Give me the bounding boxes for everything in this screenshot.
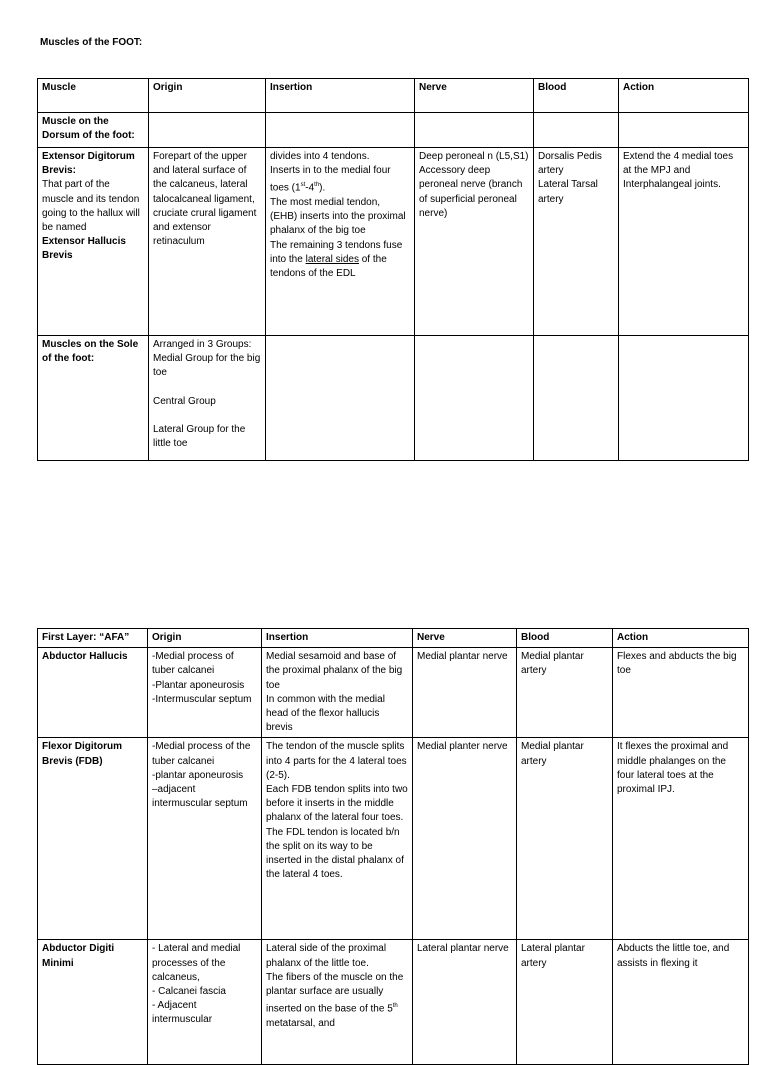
origin-cell: Forepart of the upper and lateral surface of the calcaneus, lateral talocalcaneal ligament, cruciate crural ligament and extensor retinaculum xyxy=(149,148,266,336)
nerve-cell: Lateral plantar nerve xyxy=(413,940,517,1065)
insertion-cell xyxy=(266,113,415,148)
header-action: Action xyxy=(613,629,749,648)
action-cell xyxy=(619,113,749,148)
superscript: th xyxy=(392,1003,398,1010)
blood-cell xyxy=(534,113,619,148)
table-header-row xyxy=(38,629,749,648)
origin-line: - Lateral and medial processes of the calcaneus, xyxy=(152,943,241,983)
origin-cell xyxy=(148,738,262,940)
blood-cell xyxy=(534,148,619,336)
insertion-line: Lateral side of the proximal phalanx of the little toe. xyxy=(266,943,387,969)
blood-cell: Medial plantar artery xyxy=(517,648,613,738)
insertion-line: The most medial tendon, (EHB) inserts into the proximal phalanx of the big toe xyxy=(270,196,406,237)
muscle-cell: Flexor Digitorum Brevis (FDB) xyxy=(38,738,148,940)
blood-line: Lateral Tarsal artery xyxy=(538,179,598,205)
origin-line: -Medial process of tuber calcanei xyxy=(152,651,234,677)
insertion-text: of the tendons of the EDL xyxy=(270,253,387,279)
insertion-line: In common with the medial head of the flexor hallucis brevis xyxy=(266,693,385,734)
origin-line: Arranged in 3 Groups: xyxy=(153,339,252,350)
muscle-note: That part of the muscle and its tendon going to the hallux will be named xyxy=(42,179,140,234)
nerve-cell: Deep peroneal n (L5,S1) Accessory deep peroneal nerve (branch of superficial peroneal nerve) xyxy=(415,148,534,336)
origin-cell xyxy=(148,648,262,738)
insertion-cell xyxy=(262,648,413,738)
insertion-line: The FDL tendon is located b/n the split on its way to be inserted in the distal phalanx of the lateral 4 toes. xyxy=(266,826,404,881)
origin-cell xyxy=(149,113,266,148)
insertion-line: Each FDB tendon splits into two before it inserts in the middle phalanx of the lateral four toes. xyxy=(266,784,408,824)
nerve-cell xyxy=(415,336,534,461)
action-cell: Flexes and abducts the big toe xyxy=(613,648,749,738)
table-row xyxy=(38,148,749,336)
origin-line: -Intermuscular septum xyxy=(152,693,252,705)
muscle-name: Extensor Digitorum Brevis: xyxy=(42,151,135,177)
table-row xyxy=(38,336,749,461)
blood-cell: Lateral plantar artery xyxy=(517,940,613,1065)
insertion-cell xyxy=(266,336,415,461)
muscle-cell: Abductor Digiti Minimi xyxy=(38,940,148,1065)
header-insertion: Insertion xyxy=(266,79,415,113)
superscript: th xyxy=(314,182,320,189)
insertion-line xyxy=(270,164,410,196)
muscle-cell: Abductor Hallucis xyxy=(38,648,148,738)
muscle-cell: Muscles on the Sole of the foot: xyxy=(38,336,149,461)
origin-cell xyxy=(149,336,266,461)
origin-line: Lateral Group for the little toe xyxy=(153,423,246,450)
insertion-cell xyxy=(262,738,413,940)
insertion-underlined: lateral sides xyxy=(305,253,359,265)
table-row xyxy=(38,113,749,148)
header-origin: Origin xyxy=(148,629,262,648)
blood-line: Dorsalis Pedis artery xyxy=(538,151,602,177)
nerve-cell: Medial plantar nerve xyxy=(413,648,517,738)
nerve-cell xyxy=(415,113,534,148)
insertion-line: divides into 4 tendons. xyxy=(270,151,370,162)
header-action: Action xyxy=(619,79,749,113)
page-title: Muscles of the FOOT: xyxy=(40,37,143,48)
insertion-text: Inserts in to the medial four toes (1 xyxy=(270,165,391,194)
superscript: st xyxy=(300,182,306,189)
action-cell: It flexes the proximal and middle phalanges on the four lateral toes at the proximal IPJ. xyxy=(613,738,749,940)
header-first-layer: First Layer: “AFA” xyxy=(38,629,148,648)
nerve-cell: Medial planter nerve xyxy=(413,738,517,940)
header-origin: Origin xyxy=(149,79,266,113)
header-blood: Blood xyxy=(534,79,619,113)
origin-line: -Medial process of the tuber calcanei xyxy=(152,741,251,767)
header-muscle: Muscle xyxy=(38,79,149,113)
first-layer-table xyxy=(37,628,749,1065)
insertion-text: The fibers of the muscle on the plantar surface are usually inserted on the base of the 5 xyxy=(266,971,404,1015)
blood-cell xyxy=(534,336,619,461)
header-insertion: Insertion xyxy=(262,629,413,648)
header-nerve: Nerve xyxy=(415,79,534,113)
blood-cell: Medial plantar artery xyxy=(517,738,613,940)
origin-line: Central Group xyxy=(153,395,216,407)
action-cell: Extend the 4 medial toes at the MPJ and Interphalangeal joints. xyxy=(619,148,749,336)
insertion-text: -4 xyxy=(305,182,315,194)
table-row xyxy=(38,738,749,940)
action-cell: Abducts the little toe, and assists in flexing it xyxy=(613,940,749,1065)
insertion-line: The tendon of the muscle splits into 4 parts for the 4 lateral toes (2-5). xyxy=(266,741,407,781)
insertion-cell xyxy=(266,148,415,336)
insertion-text: The remaining 3 tendons fuse into the xyxy=(270,239,403,265)
origin-line: -plantar aponeurosis xyxy=(152,769,244,781)
insertion-text: ). xyxy=(319,182,326,194)
origin-line: –adjacent intermuscular septum xyxy=(152,784,248,810)
table-row xyxy=(38,940,749,1065)
origin-line: Medial Group for the big toe xyxy=(153,353,261,379)
origin-cell xyxy=(148,940,262,1065)
origin-line: - Calcanei fascia xyxy=(152,986,226,998)
insertion-line: Medial sesamoid and base of the proximal phalanx of the big toe xyxy=(266,651,403,691)
insertion-text: metatarsal, and xyxy=(266,1017,335,1029)
origin-line: -Plantar aponeurosis xyxy=(152,679,245,691)
muscle-cell xyxy=(38,148,149,336)
header-nerve: Nerve xyxy=(413,629,517,648)
table-row xyxy=(38,648,749,738)
muscle-name-secondary: Extensor Hallucis Brevis xyxy=(42,236,126,262)
action-cell xyxy=(619,336,749,461)
insertion-cell xyxy=(262,940,413,1065)
insertion-line xyxy=(270,239,410,282)
muscle-cell: Muscle on the Dorsum of the foot: xyxy=(38,113,149,148)
muscles-dorsum-table xyxy=(37,78,749,461)
table-header-row xyxy=(38,79,749,113)
insertion-line xyxy=(266,971,408,1031)
origin-line: - Adjacent intermuscular xyxy=(152,1000,213,1026)
header-blood: Blood xyxy=(517,629,613,648)
